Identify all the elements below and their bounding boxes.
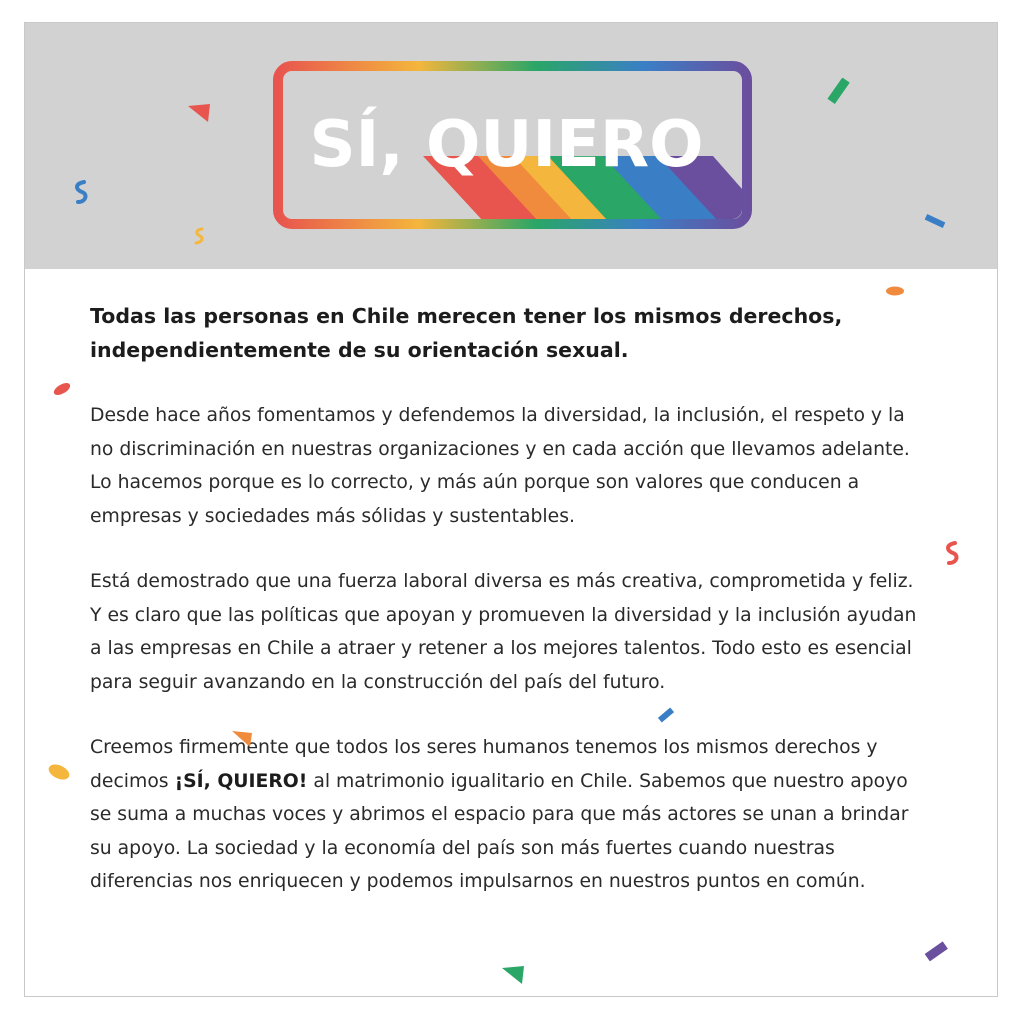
confetti-triangle-icon: [232, 731, 254, 749]
confetti-squiggle-icon: [943, 541, 963, 567]
body-content: [90, 299, 930, 931]
paragraph-1: Desde hace años fomentamos y defendemos la diversidad, la inclusión, el respeto y la no discriminación en nuestras organizaciones y en cada acción que llevamos adelante. Lo hacemos porque es lo correcto, y más aún porque son valores que conducen a empresas y sociedades más sólidas y sustentables.: [90, 405, 910, 527]
confetti-strip-icon: [923, 213, 947, 229]
confetti-strip-icon: [656, 706, 676, 724]
confetti-triangle-icon: [502, 966, 526, 986]
logo: [273, 61, 752, 229]
logo-title: SÍ, QUIERO: [309, 108, 704, 182]
confetti-dot-icon: [884, 284, 906, 298]
confetti-dot-icon: [46, 761, 72, 783]
confetti-strip-icon: [922, 937, 950, 965]
confetti-dot-icon: [51, 380, 73, 398]
paragraph-3-text-start: Creemos firmemente que todos los seres humanos tenemos los mismos derechos y decimos: [90, 737, 878, 792]
lead-statement: Todas las personas en Chile merecen tener los mismos derechos, independientemente de su orientación sexual.: [90, 304, 843, 362]
paragraph-2: Está demostrado que una fuerza laboral diversa es más creativa, comprometida y feliz. Y es claro que las políticas que apoyan y promueven la diversidad y la inclusión ayudan a las empresas en Chile a atraer y retener a los mejores talentos. Todo esto es esencial para seguir avanzando en la construcción del país del futuro.: [90, 571, 917, 693]
paragraph-3-emphasis: ¡SÍ, QUIERO!: [174, 770, 308, 792]
announcement-card: [24, 22, 998, 997]
header-banner: [25, 23, 997, 269]
confetti-squiggle-icon: [72, 180, 92, 206]
paragraph-3: [90, 731, 930, 899]
confetti-squiggle-icon: [193, 227, 207, 245]
confetti-strip-icon: [826, 78, 852, 106]
paragraph-3-text-end: al matrimonio igualitario en Chile. Sabemos que nuestro apoyo se suma a muchas voces y abrimos el espacio para que más actores se unan a brindar su apoyo. La sociedad y la economía del país son más fuertes cuando nuestras diferencias nos enriquecen y podemos impulsarnos en nuestros puntos en común.: [90, 770, 909, 892]
confetti-triangle-icon: [188, 104, 212, 124]
